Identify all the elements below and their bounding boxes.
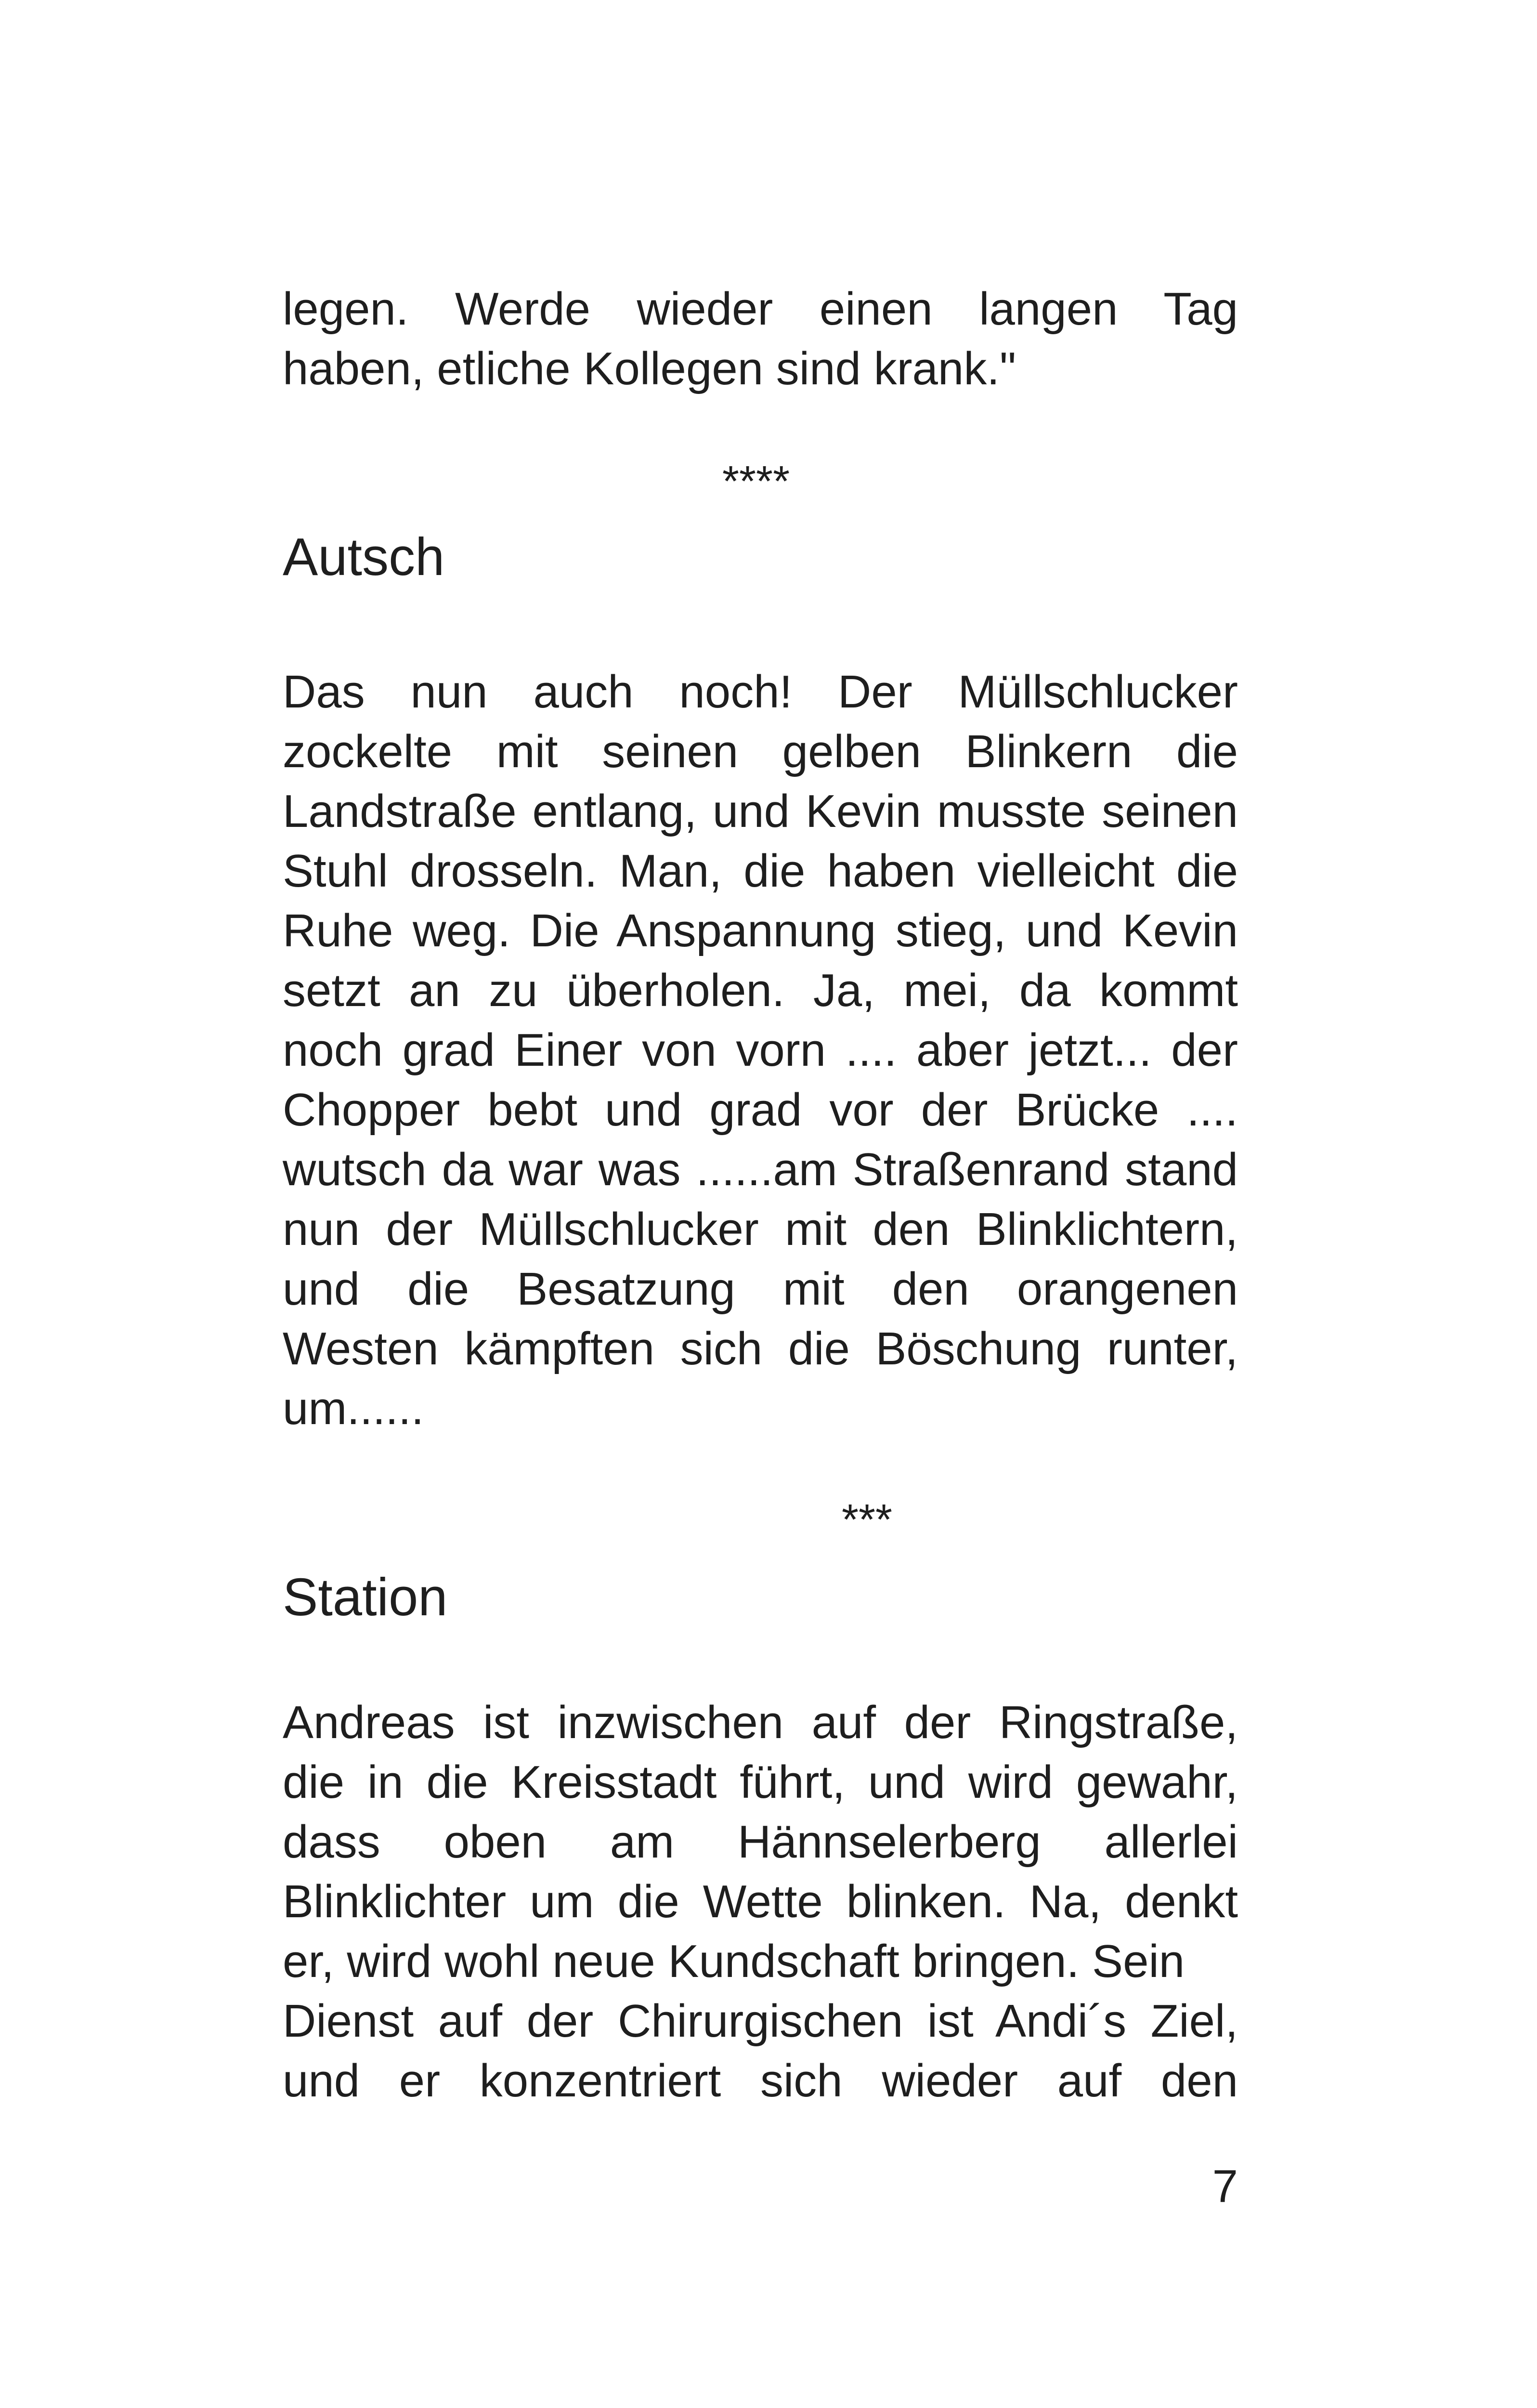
text-line: legen. Werde wieder einen langen Tag bbox=[283, 283, 1238, 335]
text-line: nun der Müllschlucker mit den Blinklichtern, bbox=[283, 1204, 1238, 1255]
section-separator: **** bbox=[722, 458, 790, 506]
text-line: zockelte mit seinen gelben Blinkern die bbox=[283, 726, 1238, 777]
text-line: Chopper bebt und grad vor der Brücke .... bbox=[283, 1084, 1238, 1136]
text-line: er, wird wohl neue Kundschaft bringen. Sein bbox=[283, 1936, 1185, 1987]
text-line: wutsch da war was ......am Straßenrand stand bbox=[283, 1144, 1238, 1195]
text-line: Blinklichter um die Wette blinken. Na, denkt bbox=[283, 1876, 1238, 1927]
text-line: noch grad Einer von vorn .... aber jetzt... der bbox=[283, 1024, 1238, 1076]
text-line: die in die Kreisstadt führt, und wird gewahr, bbox=[283, 1756, 1238, 1808]
text-line: setzt an zu überholen. Ja, mei, da kommt bbox=[283, 965, 1238, 1016]
text-line: Stuhl drosseln. Man, die haben vielleicht die bbox=[283, 845, 1238, 897]
section-separator: *** bbox=[842, 1496, 893, 1544]
section-heading: Station bbox=[283, 1568, 448, 1627]
text-line: Ruhe weg. Die Anspannung stieg, und Kevin bbox=[283, 905, 1238, 956]
section-heading: Autsch bbox=[283, 527, 445, 587]
text-line: Westen kämpften sich die Böschung runter, bbox=[283, 1323, 1238, 1374]
text-line: um...... bbox=[283, 1383, 424, 1434]
text-line: Dienst auf der Chirurgischen ist Andi´s Ziel, bbox=[283, 1995, 1238, 2047]
section-body bbox=[283, 1693, 1238, 2111]
text-line: Andreas ist inzwischen auf der Ringstraße, bbox=[283, 1697, 1238, 1748]
page-number: 7 bbox=[1212, 2160, 1238, 2212]
text-line: dass oben am Hännselerberg allerlei bbox=[283, 1816, 1238, 1868]
paragraph-continuation bbox=[283, 279, 1238, 399]
text-line: und er konzentriert sich wieder auf den bbox=[283, 2055, 1238, 2107]
text-line: und die Besatzung mit den orangenen bbox=[283, 1263, 1238, 1315]
section-body bbox=[283, 662, 1238, 1439]
text-line: haben, etliche Kollegen sind krank." bbox=[283, 343, 1016, 394]
text-line: Landstraße entlang, und Kevin musste seinen bbox=[283, 785, 1238, 837]
text-line: Das nun auch noch! Der Müllschlucker bbox=[283, 666, 1238, 718]
